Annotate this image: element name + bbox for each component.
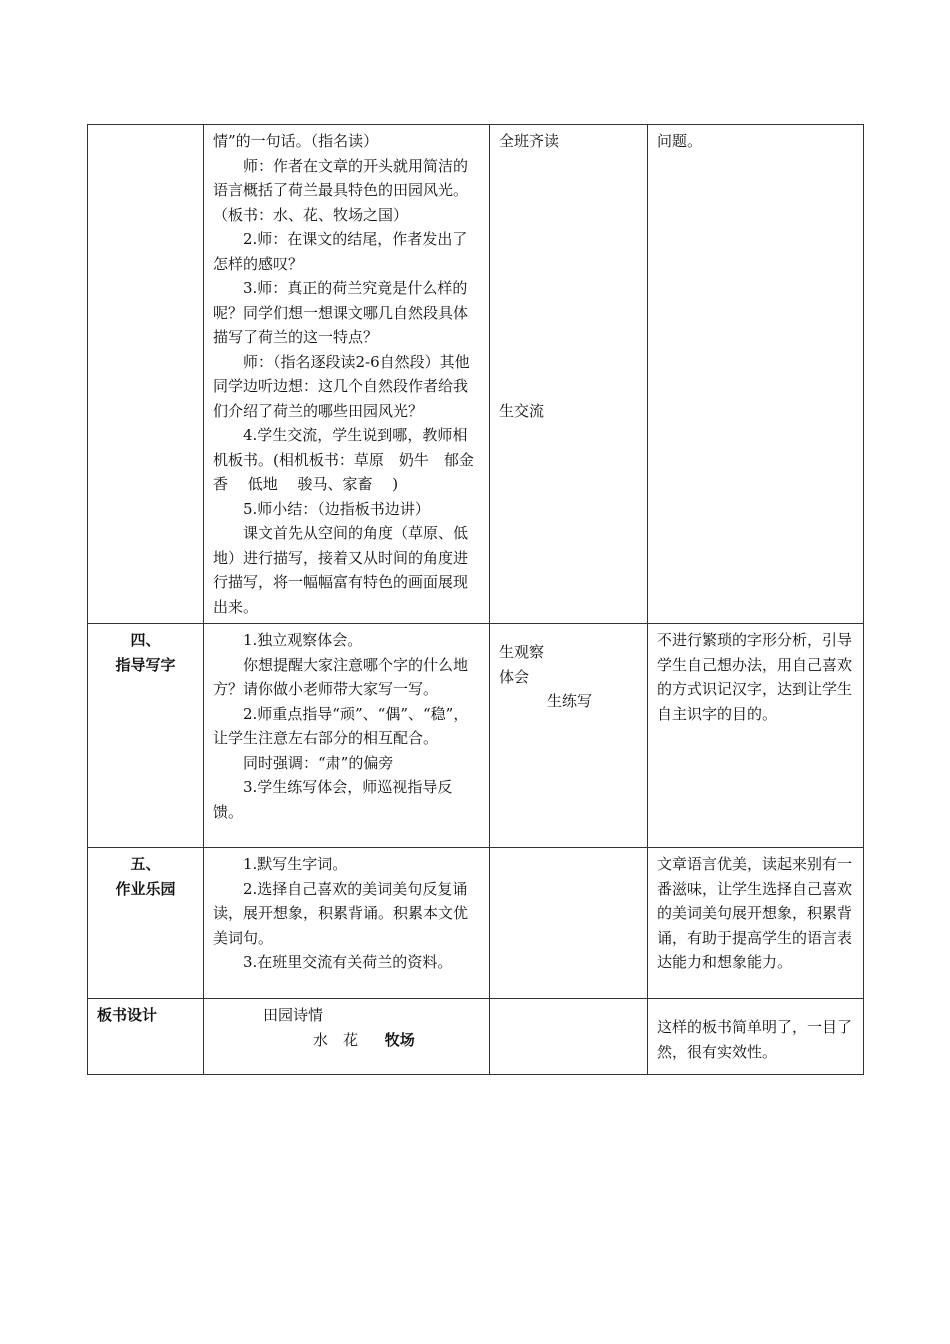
- student-activity: 全班齐读: [499, 132, 560, 150]
- design-intent: 问题。: [657, 132, 703, 150]
- teacher-paragraph: 2.师重点指导“顽”、“偶”、“稳”，让学生注意左右部分的相互配合。: [213, 704, 469, 747]
- design-intent-cell: [648, 999, 864, 1075]
- teacher-paragraph: 你想提醒大家注意哪个字的什么地方？请你做小老师带大家写一写。: [213, 655, 469, 698]
- teacher-activity-cell: [204, 624, 490, 848]
- board-design-label: 板书设计: [97, 1006, 158, 1024]
- student-activity-cell: [490, 848, 648, 999]
- teacher-paragraph: 1.独立观察体会。: [243, 631, 363, 649]
- design-intent: 文章语言优美，读起来别有一番滋味，让学生选择自己喜欢的美词美句展开想象，积累背诵，有助于提高学生的语言表达能力和想象能力。: [657, 855, 853, 971]
- board-line-pasture: 牧场: [384, 1030, 415, 1049]
- teacher-paragraph: 3.师：真正的荷兰究竟是什么样的呢？同学们想一想课文哪几自然段具体描写了荷兰的这一特点？: [213, 279, 469, 346]
- teacher-paragraph: 2.师：在课文的结尾，作者发出了怎样的感叹？: [213, 230, 468, 273]
- student-activity: 生练写: [547, 692, 593, 710]
- teacher-paragraph: 同时强调：“肃”的偏旁: [243, 753, 394, 772]
- teacher-paragraph: 2.选择自己喜欢的美词美句反复诵读，展开想象，积累背诵。积累本文优美词句。: [213, 879, 469, 947]
- board-line-water-flower: 水 花: [313, 1030, 359, 1049]
- teacher-activity-cell: [204, 125, 490, 624]
- stage-cell: [88, 125, 204, 624]
- teacher-paragraph: 3.学生练写体会，师巡视指导反馈。: [213, 778, 453, 821]
- table-row: [88, 999, 864, 1075]
- teacher-paragraph: 课文首先从空间的角度（草原、低地）进行描写，接着又从时间的角度进行描写，将一幅幅富有特色的画面展现出来。: [213, 524, 469, 616]
- stage-cell: [88, 848, 204, 999]
- design-intent-cell: [648, 125, 864, 624]
- student-activity: 生交流: [499, 401, 545, 420]
- teacher-paragraph: 5.师小结：（边指板书边讲）: [243, 499, 430, 518]
- design-intent: 不进行繁琐的字形分析，引导学生自己想办法，用自己喜欢的方式识记汉字，达到让学生自主识字的目的。: [657, 631, 853, 723]
- design-intent-cell: [648, 624, 864, 848]
- table-row: [88, 125, 864, 624]
- board-line-title: 田园诗情: [263, 1006, 324, 1024]
- stage-number: 四、: [130, 631, 161, 649]
- student-activity: 体会: [499, 667, 530, 686]
- teacher-paragraph: 师：作者在文章的开头就用简洁的语言概括了荷兰最具特色的田园风光。（板书：水、花、牧场之国）: [213, 156, 469, 224]
- teacher-paragraph: 4.学生交流，学生说到哪，教师相机板书。(相机板书：草原 奶牛 郁金香 低地 骏马、家畜 ): [213, 426, 474, 493]
- stage-cell: [88, 624, 204, 848]
- teacher-activity-cell: [204, 848, 490, 999]
- student-activity-cell: [490, 999, 648, 1075]
- teacher-paragraph: 1.默写生字词。: [243, 855, 348, 873]
- design-intent-cell: [648, 848, 864, 999]
- table-row: [88, 848, 864, 999]
- student-activity-cell: [490, 125, 648, 624]
- student-activity: 生观察: [499, 643, 545, 661]
- stage-title: 指导写字: [115, 655, 176, 674]
- teacher-paragraph: 师：（指名逐段读2-6自然段）其他同学边听边想：这几个自然段作者给我们介绍了荷兰的哪些田园风光？: [213, 352, 470, 420]
- stage-number: 五、: [130, 855, 161, 873]
- design-intent: 这样的板书简单明了，一目了然，很有实效性。: [657, 1018, 853, 1061]
- teacher-paragraph: 情”的一句话。（指名读）: [213, 132, 379, 150]
- lesson-plan-table: [87, 124, 864, 1075]
- student-activity-cell: [490, 624, 648, 848]
- table-row: [88, 624, 864, 848]
- board-design-label-cell: [88, 999, 204, 1075]
- board-design-cell: [204, 999, 490, 1075]
- stage-title: 作业乐园: [115, 879, 176, 898]
- teacher-paragraph: 3.在班里交流有关荷兰的资料。: [243, 953, 453, 971]
